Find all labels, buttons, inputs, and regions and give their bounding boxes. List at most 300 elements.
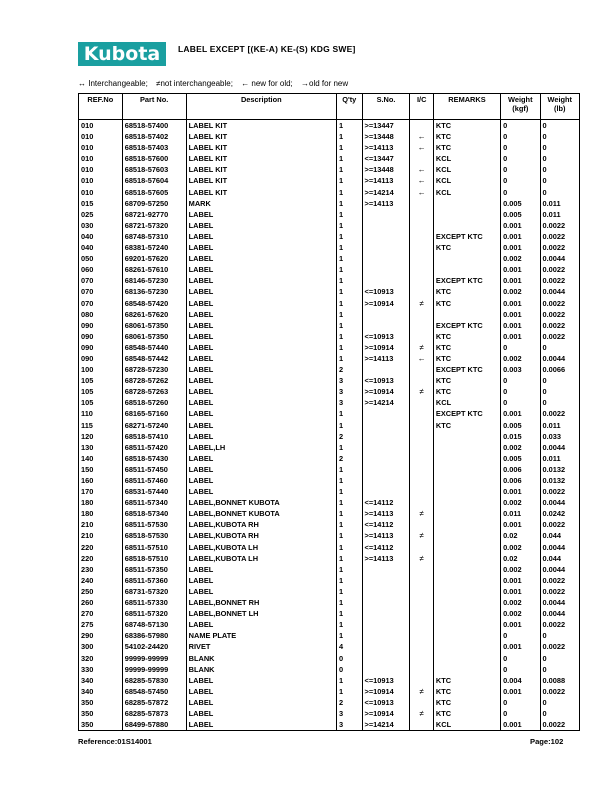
cell-ic bbox=[410, 630, 433, 641]
cell-description: MARK bbox=[186, 198, 336, 209]
table-row bbox=[79, 253, 580, 264]
cell-description: LABEL bbox=[186, 453, 336, 464]
cell-ref-no: 010 bbox=[79, 175, 123, 186]
cell-qty: 1 bbox=[336, 686, 362, 697]
cell-ref-no: 180 bbox=[79, 508, 123, 519]
cell-description: LABEL,KUBOTA LH bbox=[186, 542, 336, 553]
cell-ref-no: 320 bbox=[79, 653, 123, 664]
cell-remarks bbox=[433, 486, 500, 497]
header-ref-no: REF.No bbox=[79, 94, 123, 120]
cell-serial-no: <=10913 bbox=[362, 286, 410, 297]
cell-ic bbox=[410, 231, 433, 242]
cell-weight-lb: 0.033 bbox=[540, 431, 580, 442]
cell-ref-no: 340 bbox=[79, 686, 123, 697]
cell-weight-kgf: 0.001 bbox=[501, 586, 540, 597]
cell-ic bbox=[410, 486, 433, 497]
cell-part-no: 68146-57230 bbox=[122, 275, 186, 286]
cell-ref-no: 350 bbox=[79, 697, 123, 708]
cell-weight-kgf: 0 bbox=[501, 342, 540, 353]
cell-weight-lb: 0.0044 bbox=[540, 286, 580, 297]
cell-serial-no: <=13447 bbox=[362, 153, 410, 164]
cell-remarks bbox=[433, 530, 500, 541]
cell-serial-no bbox=[362, 597, 410, 608]
cell-part-no: 68518-57403 bbox=[122, 142, 186, 153]
cell-serial-no bbox=[362, 242, 410, 253]
cell-part-no: 68499-57880 bbox=[122, 719, 186, 731]
cell-weight-lb: 0.0022 bbox=[540, 298, 580, 309]
header-remarks: REMARKS bbox=[433, 94, 500, 120]
cell-qty: 1 bbox=[336, 120, 362, 132]
table-row bbox=[79, 264, 580, 275]
cell-weight-kgf: 0.002 bbox=[501, 253, 540, 264]
cell-ic bbox=[410, 420, 433, 431]
cell-ref-no: 160 bbox=[79, 475, 123, 486]
cell-ref-no: 250 bbox=[79, 586, 123, 597]
cell-remarks: KTC bbox=[433, 675, 500, 686]
cell-ic bbox=[410, 586, 433, 597]
cell-part-no: 68548-57420 bbox=[122, 298, 186, 309]
cell-weight-kgf: 0.003 bbox=[501, 364, 540, 375]
cell-weight-kgf: 0.002 bbox=[501, 597, 540, 608]
cell-qty: 2 bbox=[336, 453, 362, 464]
cell-qty: 1 bbox=[336, 553, 362, 564]
cell-ic bbox=[410, 608, 433, 619]
cell-ic: ← bbox=[410, 353, 433, 364]
cell-part-no: 68728-57262 bbox=[122, 375, 186, 386]
cell-remarks bbox=[433, 653, 500, 664]
cell-ref-no: 120 bbox=[79, 431, 123, 442]
table-row bbox=[79, 464, 580, 475]
cell-remarks: EXCEPT KTC bbox=[433, 364, 500, 375]
cell-ref-no: 270 bbox=[79, 608, 123, 619]
cell-ref-no: 220 bbox=[79, 553, 123, 564]
cell-ref-no: 010 bbox=[79, 187, 123, 198]
cell-ic: ≠ bbox=[410, 530, 433, 541]
cell-weight-kgf: 0.001 bbox=[501, 619, 540, 630]
cell-weight-kgf: 0.001 bbox=[501, 486, 540, 497]
cell-ref-no: 105 bbox=[79, 397, 123, 408]
cell-weight-kgf: 0 bbox=[501, 697, 540, 708]
cell-remarks bbox=[433, 664, 500, 675]
table-row bbox=[79, 641, 580, 652]
cell-weight-lb: 0 bbox=[540, 164, 580, 175]
cell-qty: 1 bbox=[336, 542, 362, 553]
cell-qty: 1 bbox=[336, 153, 362, 164]
cell-ref-no: 080 bbox=[79, 309, 123, 320]
cell-ic bbox=[410, 697, 433, 708]
cell-part-no: 68511-57420 bbox=[122, 442, 186, 453]
cell-weight-kgf: 0.02 bbox=[501, 553, 540, 564]
cell-part-no: 68511-57360 bbox=[122, 575, 186, 586]
cell-remarks bbox=[433, 553, 500, 564]
cell-ic bbox=[410, 453, 433, 464]
cell-description: LABEL KIT bbox=[186, 164, 336, 175]
cell-remarks bbox=[433, 641, 500, 652]
cell-ref-no: 115 bbox=[79, 420, 123, 431]
cell-ic bbox=[410, 564, 433, 575]
page-number: Page:102 bbox=[530, 737, 564, 746]
cell-part-no: 68731-57320 bbox=[122, 586, 186, 597]
cell-part-no: 68285-57872 bbox=[122, 697, 186, 708]
table-row bbox=[79, 286, 580, 297]
cell-ic bbox=[410, 375, 433, 386]
cell-remarks bbox=[433, 209, 500, 220]
cell-description: LABEL KIT bbox=[186, 153, 336, 164]
cell-ic bbox=[410, 664, 433, 675]
cell-weight-lb: 0 bbox=[540, 142, 580, 153]
header-qty: Q'ty bbox=[336, 94, 362, 120]
cell-part-no: 99999-99999 bbox=[122, 664, 186, 675]
cell-serial-no: >=14113 bbox=[362, 553, 410, 564]
table-row bbox=[79, 153, 580, 164]
cell-qty: 2 bbox=[336, 364, 362, 375]
cell-weight-lb: 0 bbox=[540, 175, 580, 186]
cell-weight-kgf: 0.001 bbox=[501, 641, 540, 652]
cell-weight-kgf: 0.002 bbox=[501, 542, 540, 553]
cell-qty: 1 bbox=[336, 342, 362, 353]
table-row bbox=[79, 420, 580, 431]
cell-qty: 1 bbox=[336, 497, 362, 508]
cell-part-no: 68285-57830 bbox=[122, 675, 186, 686]
cell-serial-no bbox=[362, 664, 410, 675]
cell-ic bbox=[410, 619, 433, 630]
table-row bbox=[79, 331, 580, 342]
cell-weight-lb: 0.0022 bbox=[540, 519, 580, 530]
table-row bbox=[79, 564, 580, 575]
cell-serial-no: <=14112 bbox=[362, 497, 410, 508]
cell-weight-lb: 0.0022 bbox=[540, 686, 580, 697]
cell-part-no: 68511-57340 bbox=[122, 497, 186, 508]
cell-description: LABEL bbox=[186, 309, 336, 320]
cell-part-no: 68518-57260 bbox=[122, 397, 186, 408]
cell-part-no: 68271-57240 bbox=[122, 420, 186, 431]
cell-weight-kgf: 0.005 bbox=[501, 453, 540, 464]
table-row bbox=[79, 431, 580, 442]
cell-part-no: 68518-57530 bbox=[122, 530, 186, 541]
cell-serial-no: >=10914 bbox=[362, 708, 410, 719]
cell-remarks: KTC bbox=[433, 708, 500, 719]
cell-qty: 1 bbox=[336, 420, 362, 431]
cell-weight-lb: 0.0022 bbox=[540, 641, 580, 652]
cell-qty: 1 bbox=[336, 630, 362, 641]
cell-description: LABEL bbox=[186, 386, 336, 397]
cell-qty: 3 bbox=[336, 719, 362, 731]
cell-qty: 1 bbox=[336, 519, 362, 530]
cell-remarks bbox=[433, 264, 500, 275]
cell-serial-no bbox=[362, 275, 410, 286]
header-weight-lb: Weight (lb) bbox=[540, 94, 580, 120]
cell-part-no: 68548-57442 bbox=[122, 353, 186, 364]
cell-part-no: 68511-57450 bbox=[122, 464, 186, 475]
table-row bbox=[79, 408, 580, 419]
cell-qty: 3 bbox=[336, 386, 362, 397]
cell-serial-no bbox=[362, 486, 410, 497]
table-row bbox=[79, 508, 580, 519]
cell-ref-no: 220 bbox=[79, 542, 123, 553]
cell-description: LABEL bbox=[186, 464, 336, 475]
cell-remarks: KTC bbox=[433, 331, 500, 342]
table-row bbox=[79, 120, 580, 132]
cell-qty: 1 bbox=[336, 475, 362, 486]
kubota-logo: Kubota bbox=[78, 42, 166, 66]
cell-qty: 4 bbox=[336, 641, 362, 652]
cell-weight-kgf: 0.002 bbox=[501, 286, 540, 297]
cell-weight-kgf: 0.002 bbox=[501, 353, 540, 364]
cell-weight-kgf: 0 bbox=[501, 630, 540, 641]
cell-serial-no: >=13447 bbox=[362, 120, 410, 132]
cell-remarks bbox=[433, 309, 500, 320]
cell-ref-no: 275 bbox=[79, 619, 123, 630]
cell-weight-kgf: 0.001 bbox=[501, 320, 540, 331]
cell-ic bbox=[410, 242, 433, 253]
cell-ref-no: 330 bbox=[79, 664, 123, 675]
cell-serial-no: >=14113 bbox=[362, 530, 410, 541]
page-title: LABEL EXCEPT [(KE-A) KE-(S) KDG SWE] bbox=[178, 44, 356, 54]
cell-serial-no: >=14113 bbox=[362, 142, 410, 153]
cell-remarks: KCL bbox=[433, 187, 500, 198]
cell-serial-no: >=14214 bbox=[362, 187, 410, 198]
cell-weight-kgf: 0 bbox=[501, 175, 540, 186]
cell-qty: 1 bbox=[336, 253, 362, 264]
cell-description: LABEL KIT bbox=[186, 187, 336, 198]
cell-weight-lb: 0 bbox=[540, 653, 580, 664]
cell-description: LABEL bbox=[186, 564, 336, 575]
cell-weight-lb: 0 bbox=[540, 708, 580, 719]
cell-serial-no bbox=[362, 630, 410, 641]
cell-serial-no bbox=[362, 364, 410, 375]
cell-description: LABEL bbox=[186, 231, 336, 242]
cell-description: LABEL,BONNET LH bbox=[186, 608, 336, 619]
cell-weight-lb: 0.044 bbox=[540, 530, 580, 541]
cell-remarks: KCL bbox=[433, 719, 500, 731]
cell-weight-kgf: 0.005 bbox=[501, 420, 540, 431]
cell-part-no: 68721-57320 bbox=[122, 220, 186, 231]
cell-remarks: KCL bbox=[433, 164, 500, 175]
table-row bbox=[79, 231, 580, 242]
cell-weight-kgf: 0.002 bbox=[501, 497, 540, 508]
cell-qty: 1 bbox=[336, 131, 362, 142]
parts-table bbox=[78, 93, 580, 731]
cell-weight-lb: 0.0022 bbox=[540, 619, 580, 630]
cell-remarks: KTC bbox=[433, 298, 500, 309]
cell-qty: 1 bbox=[336, 575, 362, 586]
header-description: Description bbox=[186, 94, 336, 120]
cell-part-no: 68721-92770 bbox=[122, 209, 186, 220]
cell-ic bbox=[410, 264, 433, 275]
cell-weight-lb: 0.0132 bbox=[540, 475, 580, 486]
cell-ref-no: 230 bbox=[79, 564, 123, 575]
cell-description: LABEL bbox=[186, 420, 336, 431]
cell-qty: 2 bbox=[336, 431, 362, 442]
cell-description: LABEL bbox=[186, 686, 336, 697]
cell-description: LABEL bbox=[186, 264, 336, 275]
header-part-no: Part No. bbox=[122, 94, 186, 120]
cell-qty: 1 bbox=[336, 564, 362, 575]
cell-weight-lb: 0 bbox=[540, 187, 580, 198]
cell-ic: ≠ bbox=[410, 342, 433, 353]
cell-ref-no: 010 bbox=[79, 142, 123, 153]
cell-weight-kgf: 0.001 bbox=[501, 309, 540, 320]
cell-qty: 1 bbox=[336, 442, 362, 453]
cell-qty: 1 bbox=[336, 264, 362, 275]
cell-ref-no: 150 bbox=[79, 464, 123, 475]
cell-remarks bbox=[433, 508, 500, 519]
table-row bbox=[79, 486, 580, 497]
cell-remarks bbox=[433, 564, 500, 575]
cell-qty: 1 bbox=[336, 597, 362, 608]
cell-qty: 1 bbox=[336, 353, 362, 364]
cell-serial-no bbox=[362, 575, 410, 586]
cell-ref-no: 100 bbox=[79, 364, 123, 375]
cell-description: LABEL bbox=[186, 397, 336, 408]
cell-weight-lb: 0.0132 bbox=[540, 464, 580, 475]
table-row bbox=[79, 275, 580, 286]
cell-remarks: KTC bbox=[433, 142, 500, 153]
reference-number: Reference:01S14001 bbox=[78, 737, 152, 746]
cell-qty: 1 bbox=[336, 187, 362, 198]
cell-ref-no: 010 bbox=[79, 164, 123, 175]
table-row bbox=[79, 575, 580, 586]
cell-weight-kgf: 0.001 bbox=[501, 275, 540, 286]
cell-description: LABEL KIT bbox=[186, 175, 336, 186]
cell-description: LABEL,BONNET RH bbox=[186, 597, 336, 608]
cell-qty: 1 bbox=[336, 209, 362, 220]
cell-serial-no: >=14113 bbox=[362, 353, 410, 364]
cell-ref-no: 010 bbox=[79, 120, 123, 132]
cell-weight-kgf: 0.001 bbox=[501, 331, 540, 342]
cell-weight-kgf: 0.001 bbox=[501, 220, 540, 231]
cell-part-no: 68061-57350 bbox=[122, 320, 186, 331]
header-weight-kgf: Weight (kgf) bbox=[501, 94, 540, 120]
cell-part-no: 68548-57440 bbox=[122, 342, 186, 353]
cell-qty: 1 bbox=[336, 275, 362, 286]
cell-weight-kgf: 0.001 bbox=[501, 231, 540, 242]
cell-weight-kgf: 0.002 bbox=[501, 608, 540, 619]
cell-remarks: EXCEPT KTC bbox=[433, 231, 500, 242]
cell-serial-no bbox=[362, 464, 410, 475]
cell-serial-no: >=10914 bbox=[362, 298, 410, 309]
cell-ref-no: 170 bbox=[79, 486, 123, 497]
cell-part-no: 99999-99999 bbox=[122, 653, 186, 664]
cell-weight-lb: 0.0022 bbox=[540, 275, 580, 286]
cell-remarks bbox=[433, 442, 500, 453]
cell-serial-no: >=10914 bbox=[362, 342, 410, 353]
cell-remarks: KTC bbox=[433, 686, 500, 697]
cell-serial-no bbox=[362, 564, 410, 575]
cell-qty: 1 bbox=[336, 675, 362, 686]
cell-ic: ≠ bbox=[410, 553, 433, 564]
cell-part-no: 68518-57605 bbox=[122, 187, 186, 198]
cell-serial-no: >=14113 bbox=[362, 175, 410, 186]
cell-weight-kgf: 0 bbox=[501, 142, 540, 153]
table-row bbox=[79, 519, 580, 530]
cell-description: LABEL,BONNET KUBOTA bbox=[186, 508, 336, 519]
cell-description: RIVET bbox=[186, 641, 336, 652]
header-ic: I/C bbox=[410, 94, 433, 120]
cell-weight-lb: 0.011 bbox=[540, 420, 580, 431]
cell-serial-no bbox=[362, 309, 410, 320]
cell-remarks bbox=[433, 608, 500, 619]
cell-remarks bbox=[433, 630, 500, 641]
cell-ref-no: 050 bbox=[79, 253, 123, 264]
cell-serial-no bbox=[362, 442, 410, 453]
cell-serial-no: >=14214 bbox=[362, 397, 410, 408]
cell-ref-no: 090 bbox=[79, 342, 123, 353]
cell-weight-lb: 0 bbox=[540, 342, 580, 353]
cell-weight-kgf: 0.001 bbox=[501, 519, 540, 530]
table-row bbox=[79, 586, 580, 597]
table-row bbox=[79, 187, 580, 198]
cell-ic bbox=[410, 309, 433, 320]
cell-part-no: 68728-57263 bbox=[122, 386, 186, 397]
cell-ref-no: 340 bbox=[79, 675, 123, 686]
cell-weight-lb: 0.0242 bbox=[540, 508, 580, 519]
cell-weight-lb: 0.0044 bbox=[540, 353, 580, 364]
cell-ic: ≠ bbox=[410, 686, 433, 697]
cell-weight-lb: 0.0044 bbox=[540, 597, 580, 608]
cell-part-no: 68518-57603 bbox=[122, 164, 186, 175]
cell-remarks: KTC bbox=[433, 375, 500, 386]
cell-ref-no: 180 bbox=[79, 497, 123, 508]
cell-part-no: 68511-57510 bbox=[122, 542, 186, 553]
cell-ic: ← bbox=[410, 164, 433, 175]
table-row bbox=[79, 664, 580, 675]
cell-ref-no: 300 bbox=[79, 641, 123, 652]
cell-weight-lb: 0.011 bbox=[540, 198, 580, 209]
table-row bbox=[79, 675, 580, 686]
cell-qty: 2 bbox=[336, 697, 362, 708]
cell-ic bbox=[410, 641, 433, 652]
cell-serial-no bbox=[362, 231, 410, 242]
cell-weight-lb: 0.0022 bbox=[540, 719, 580, 731]
legend-old-for-new: →old for new bbox=[301, 79, 349, 88]
cell-weight-kgf: 0.001 bbox=[501, 408, 540, 419]
cell-remarks: KTC bbox=[433, 342, 500, 353]
cell-remarks: KTC bbox=[433, 386, 500, 397]
cell-serial-no bbox=[362, 253, 410, 264]
cell-ref-no: 060 bbox=[79, 264, 123, 275]
cell-part-no: 68531-57440 bbox=[122, 486, 186, 497]
cell-weight-lb: 0 bbox=[540, 397, 580, 408]
cell-weight-kgf: 0 bbox=[501, 153, 540, 164]
cell-qty: 1 bbox=[336, 142, 362, 153]
table-row bbox=[79, 220, 580, 231]
cell-weight-lb: 0.0022 bbox=[540, 575, 580, 586]
cell-description: BLANK bbox=[186, 664, 336, 675]
cell-ic bbox=[410, 475, 433, 486]
cell-ref-no: 090 bbox=[79, 353, 123, 364]
cell-weight-kgf: 0 bbox=[501, 375, 540, 386]
cell-part-no: 68136-57230 bbox=[122, 286, 186, 297]
cell-part-no: 68061-57350 bbox=[122, 331, 186, 342]
cell-weight-lb: 0.0022 bbox=[540, 220, 580, 231]
cell-ic bbox=[410, 275, 433, 286]
cell-ic bbox=[410, 209, 433, 220]
cell-serial-no: >=10914 bbox=[362, 686, 410, 697]
table-row bbox=[79, 164, 580, 175]
table-row bbox=[79, 320, 580, 331]
cell-ref-no: 040 bbox=[79, 231, 123, 242]
cell-qty: 0 bbox=[336, 664, 362, 675]
cell-qty: 0 bbox=[336, 653, 362, 664]
cell-weight-kgf: 0 bbox=[501, 397, 540, 408]
cell-ic bbox=[410, 397, 433, 408]
cell-ic bbox=[410, 597, 433, 608]
cell-qty: 1 bbox=[336, 464, 362, 475]
cell-description: LABEL bbox=[186, 342, 336, 353]
cell-weight-lb: 0.0044 bbox=[540, 564, 580, 575]
cell-remarks: KCL bbox=[433, 175, 500, 186]
